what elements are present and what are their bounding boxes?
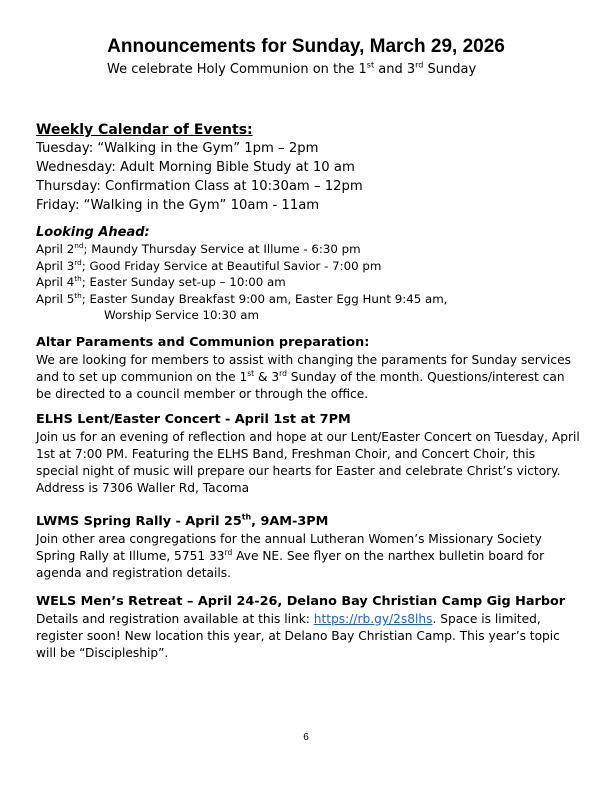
calendar-list (36, 139, 363, 215)
item-text: ; Easter Sunday Breakfast 9:00 am, Easter Egg Hunt 9:45 am, (81, 291, 448, 306)
lwms-heading (36, 513, 581, 531)
item-text: ; Maundy Thursday Service at Illume - 6:30 pm (83, 242, 361, 256)
altar-heading: Altar Paraments and Communion preparation: (36, 335, 370, 350)
looking-ahead-item (36, 291, 447, 308)
concert-heading: ELHS Lent/Easter Concert - April 1st at 7PM (36, 412, 351, 427)
concert-section (36, 411, 581, 497)
altar-body-sup-1: st (247, 368, 255, 378)
item-date-suffix: rd (74, 257, 82, 267)
subtitle-sup-2: rd (415, 60, 424, 70)
lwms-heading-sup: th (241, 512, 252, 522)
item-date: April 4 (36, 275, 75, 289)
altar-body-text-1: We are looking for members to assist with changing the paraments for Sunday services and to set up communion on the 1 (36, 353, 571, 384)
item-text: ; Easter Sunday set-up – 10:00 am (81, 275, 286, 289)
lwms-heading-text-1: LWMS Spring Rally - April 25 (36, 514, 242, 529)
altar-body-sup-2: rd (279, 368, 287, 378)
lwms-body-sup: rd (224, 547, 233, 557)
looking-ahead-item (36, 258, 447, 275)
looking-ahead-item (36, 274, 447, 291)
item-date-suffix: th (74, 290, 82, 300)
calendar-item: Tuesday: “Walking in the Gym” 1pm – 2pm (36, 141, 319, 156)
looking-ahead-continuation: Worship Service 10:30 am (104, 308, 259, 322)
lwms-body-text-2: Ave NE. See flyer on the narthex bulletin board for agenda and registration details. (36, 549, 545, 580)
subtitle-text-1: We celebrate Holy Communion on the 1 (107, 62, 367, 77)
item-date: April 2 (36, 242, 75, 256)
page-number: 6 (303, 732, 309, 743)
altar-body-text-3: Sunday of the month. Questions/interest can be directed to a council member or through the office. (36, 370, 565, 401)
retreat-body (36, 611, 581, 662)
item-date-suffix: th (74, 274, 82, 284)
calendar-item: Thursday: Confirmation Class at 10:30am – 12pm (36, 179, 363, 194)
looking-ahead-list (36, 241, 447, 324)
lwms-section (36, 513, 581, 582)
item-date-suffix: nd (74, 241, 84, 251)
concert-body: Join us for an evening of reflection and hope at our Lent/Easter Concert on Tuesday, April 1st at 7:00 PM. Featuring the ELHS Band, Freshman Choir, and Concert Choir, this special night of music will prepare our hearts for Easter and celebrate Christ’s victory. Address is 7306 Waller Rd, Tacoma (36, 430, 580, 495)
altar-body-text-2: & 3 (254, 370, 280, 384)
item-date: April 3 (36, 258, 75, 273)
retreat-body-text-2: . Space is limited, register soon! New location this year, at Delano Bay Christian Camp. This year’s topic will be “Discipleship”. (36, 612, 560, 660)
altar-section (36, 334, 581, 403)
altar-body (36, 352, 581, 403)
retreat-body-text-1: Details and registration available at this link: (36, 612, 314, 626)
calendar-item: Wednesday: Adult Morning Bible Study at 10 am (36, 160, 355, 175)
page-subtitle (107, 62, 476, 77)
lwms-heading-text-2: , 9AM-3PM (251, 514, 329, 529)
lwms-body-text-1: Join other area congregations for the annual Lutheran Women’s Missionary Society Spring Rally at Illume, 5751 33 (36, 532, 542, 563)
looking-ahead-item (36, 241, 447, 258)
page-title: Announcements for Sunday, March 29, 2026 (107, 36, 505, 57)
subtitle-text-3: Sunday (423, 62, 477, 77)
calendar-item: Friday: “Walking in the Gym” 10am - 11am (36, 198, 320, 213)
item-text: ; Good Friday Service at Beautiful Savior - 7:00 pm (81, 258, 382, 273)
retreat-heading: WELS Men’s Retreat – April 24-26, Delano Bay Christian Camp Gig Harbor (36, 594, 566, 609)
calendar-heading: Weekly Calendar of Events: (36, 122, 253, 138)
subtitle-sup-1: st (366, 60, 375, 70)
subtitle-text-2: and 3 (374, 62, 416, 77)
lwms-body (36, 531, 581, 582)
registration-link[interactable]: https://rb.gy/2s8lhs (313, 612, 433, 626)
item-date: April 5 (36, 291, 75, 306)
retreat-section (36, 593, 581, 662)
looking-ahead-heading: Looking Ahead: (36, 225, 150, 240)
